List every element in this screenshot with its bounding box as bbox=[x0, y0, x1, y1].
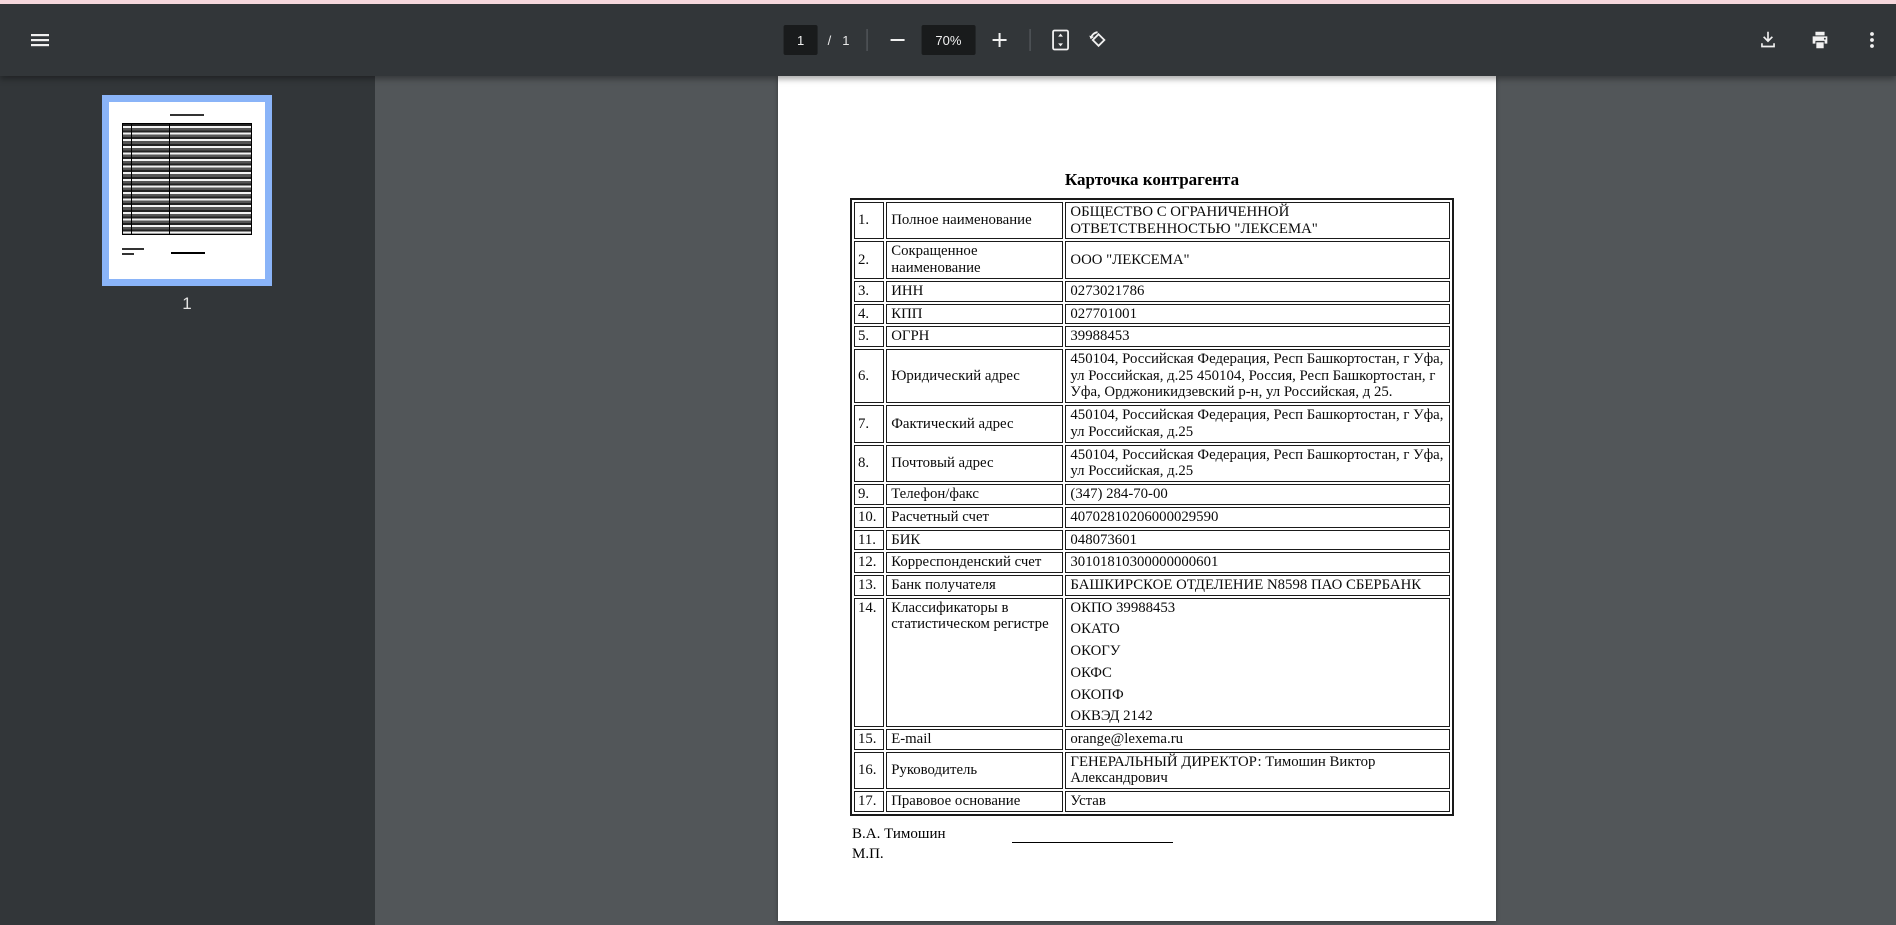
thumbnail-sidebar bbox=[0, 76, 375, 925]
row-value bbox=[1065, 598, 1450, 727]
download-icon[interactable] bbox=[1754, 26, 1782, 54]
row-label: Сокращенное наименование bbox=[886, 241, 1063, 278]
page-thumbnail[interactable] bbox=[102, 95, 272, 286]
signature-line bbox=[1012, 842, 1173, 843]
row-label: БИК bbox=[886, 530, 1063, 551]
row-value: ООО "ЛЕКСЕМА" bbox=[1065, 241, 1450, 278]
table-row bbox=[854, 304, 1450, 325]
contractor-table bbox=[850, 198, 1454, 816]
table-row bbox=[854, 507, 1450, 528]
print-icon[interactable] bbox=[1806, 26, 1834, 54]
table-row bbox=[854, 484, 1450, 505]
row-value: ГЕНЕРАЛЬНЫЙ ДИРЕКТОР: Тимошин Виктор Александрович bbox=[1065, 752, 1450, 789]
row-label: Юридический адрес bbox=[886, 349, 1063, 403]
rotate-counterclockwise-icon[interactable] bbox=[1084, 26, 1112, 54]
browser-edge-strip bbox=[0, 0, 1896, 4]
pdf-page bbox=[778, 76, 1496, 921]
row-label: Классификаторы в статистическом регистре bbox=[886, 598, 1063, 727]
row-number: 10. bbox=[854, 507, 884, 528]
row-value-line: ОКПО 39988453 bbox=[1070, 599, 1176, 616]
table-row bbox=[854, 241, 1450, 278]
row-number: 6. bbox=[854, 349, 884, 403]
row-value: (347) 284-70-00 bbox=[1065, 484, 1450, 505]
row-value-line: ОКВЭД 2142 bbox=[1070, 708, 1153, 725]
row-number: 3. bbox=[854, 281, 884, 302]
table-row bbox=[854, 791, 1450, 812]
kebab-menu-icon[interactable] bbox=[1858, 26, 1886, 54]
row-number: 9. bbox=[854, 484, 884, 505]
row-value: 39988453 bbox=[1065, 326, 1450, 347]
row-value: 30101810300000000601 bbox=[1065, 552, 1450, 573]
row-value: 450104, Российская Федерация, Респ Башкортостан, г Уфа, ул Российская, д.25 450104, Россия, Респ Башкортостан, г Уфа, Орджоникидзевский р-н, ул Российская, д 25. bbox=[1065, 349, 1450, 403]
table-row bbox=[854, 530, 1450, 551]
row-value: БАШКИРСКОЕ ОТДЕЛЕНИЕ N8598 ПАО СБЕРБАНК bbox=[1065, 575, 1450, 596]
row-label: Банк получателя bbox=[886, 575, 1063, 596]
zoom-level-input[interactable]: 70% bbox=[921, 25, 975, 55]
row-label: Фактический адрес bbox=[886, 405, 1063, 442]
row-label: Полное наименование bbox=[886, 202, 1063, 239]
row-value: ОБЩЕСТВО С ОГРАНИЧЕННОЙ ОТВЕТСТВЕННОСТЬЮ "ЛЕКСЕМА" bbox=[1065, 202, 1450, 239]
stamp-label: М.П. bbox=[852, 846, 884, 862]
row-label: Почтовый адрес bbox=[886, 445, 1063, 482]
fit-to-page-icon[interactable] bbox=[1046, 26, 1074, 54]
row-label: Телефон/факс bbox=[886, 484, 1063, 505]
thumbnail-page-number: 1 bbox=[182, 294, 192, 313]
row-value: 40702810206000029590 bbox=[1065, 507, 1450, 528]
table-row bbox=[854, 752, 1450, 789]
document-title: Карточка контрагента bbox=[1064, 170, 1240, 189]
row-number: 12. bbox=[854, 552, 884, 573]
row-label: Руководитель bbox=[886, 752, 1063, 789]
table-row bbox=[854, 552, 1450, 573]
row-value-line: ОКОГУ bbox=[1070, 643, 1121, 660]
zoom-out-button[interactable] bbox=[883, 26, 911, 54]
row-number: 8. bbox=[854, 445, 884, 482]
page-number-input[interactable] bbox=[784, 25, 818, 55]
row-label: ИНН bbox=[886, 281, 1063, 302]
row-value: Устав bbox=[1065, 791, 1450, 812]
row-value: orange@lexema.ru bbox=[1065, 729, 1450, 750]
hamburger-icon[interactable] bbox=[26, 26, 54, 54]
document-viewport[interactable] bbox=[375, 76, 1896, 925]
row-label: Правовое основание bbox=[886, 791, 1063, 812]
pdf-toolbar bbox=[0, 4, 1896, 76]
thumbnail-preview bbox=[109, 102, 265, 279]
row-number: 16. bbox=[854, 752, 884, 789]
row-value-line: ОКАТО bbox=[1070, 621, 1120, 638]
table-row bbox=[854, 349, 1450, 403]
toolbar-divider bbox=[1029, 29, 1030, 51]
page-count-total: 1 bbox=[842, 32, 851, 48]
row-number: 17. bbox=[854, 791, 884, 812]
row-value-line: ОКФС bbox=[1070, 664, 1112, 681]
row-label: ОГРН bbox=[886, 326, 1063, 347]
table-row bbox=[854, 326, 1450, 347]
row-value-line: ОКОПФ bbox=[1070, 686, 1124, 703]
row-number: 11. bbox=[854, 530, 884, 551]
row-number: 7. bbox=[854, 405, 884, 442]
table-row bbox=[854, 445, 1450, 482]
signature-name: В.А. Тимошин bbox=[852, 826, 946, 842]
table-row bbox=[854, 405, 1450, 442]
table-row bbox=[854, 281, 1450, 302]
row-value: 450104, Российская Федерация, Респ Башкортостан, г Уфа, ул Российская, д.25 bbox=[1065, 445, 1450, 482]
page-count-separator: / bbox=[827, 32, 833, 48]
table-row bbox=[854, 598, 1450, 727]
table-row bbox=[854, 575, 1450, 596]
zoom-in-button[interactable] bbox=[985, 26, 1013, 54]
row-number: 4. bbox=[854, 304, 884, 325]
row-number: 15. bbox=[854, 729, 884, 750]
row-value: 048073601 bbox=[1065, 530, 1450, 551]
row-number: 14. bbox=[854, 598, 884, 727]
toolbar-divider bbox=[866, 29, 867, 51]
table-row bbox=[854, 729, 1450, 750]
row-label: E-mail bbox=[886, 729, 1063, 750]
row-label: Расчетный счет bbox=[886, 507, 1063, 528]
row-label: КПП bbox=[886, 304, 1063, 325]
row-label: Корреспонденский счет bbox=[886, 552, 1063, 573]
table-row bbox=[854, 202, 1450, 239]
row-value: 0273021786 bbox=[1065, 281, 1450, 302]
row-number: 2. bbox=[854, 241, 884, 278]
row-number: 5. bbox=[854, 326, 884, 347]
row-number: 1. bbox=[854, 202, 884, 239]
row-value: 027701001 bbox=[1065, 304, 1450, 325]
row-value: 450104, Российская Федерация, Респ Башкортостан, г Уфа, ул Российская, д.25 bbox=[1065, 405, 1450, 442]
row-number: 13. bbox=[854, 575, 884, 596]
